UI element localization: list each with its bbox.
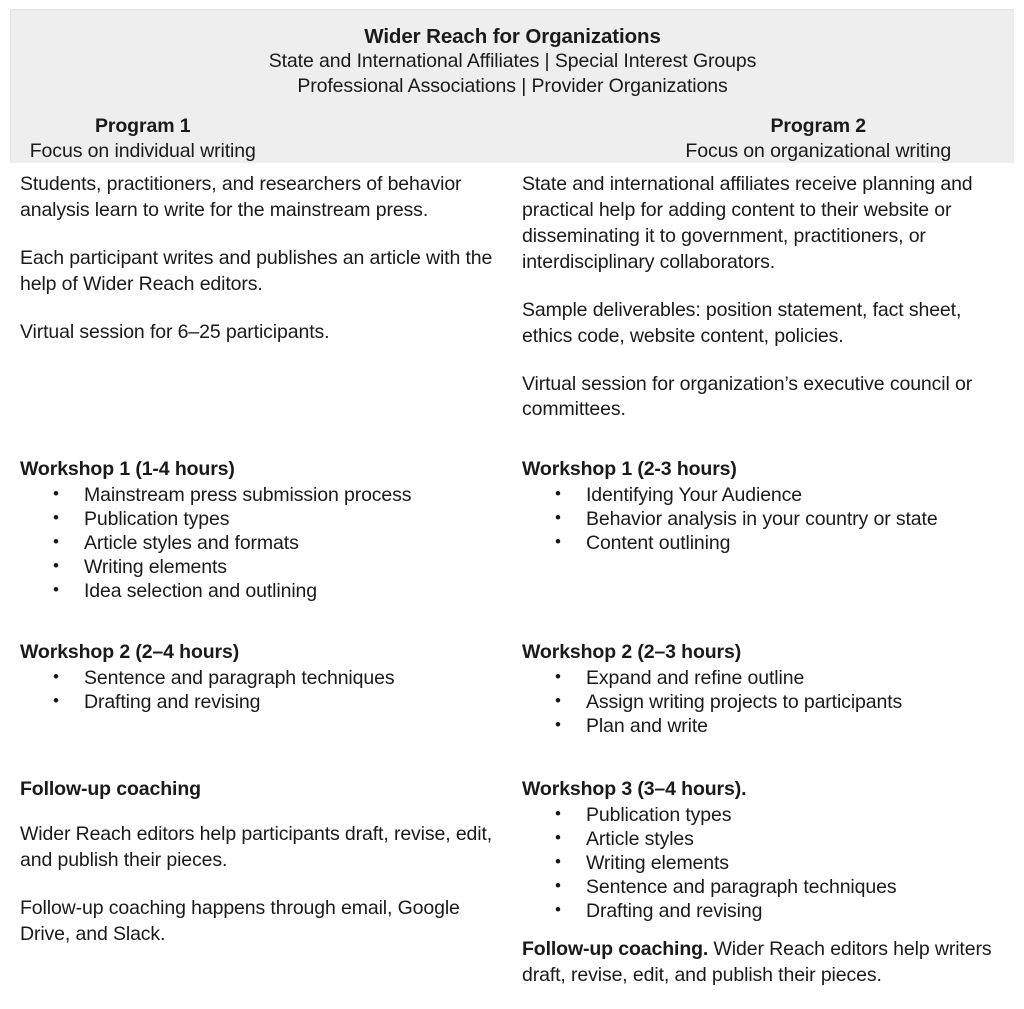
header-band (10, 9, 1014, 163)
paragraph: Each participant writes and publishes an article with the help of Wider Reach editors. (20, 246, 493, 295)
program-1-intro (20, 172, 500, 346)
list-item: • Sentence and paragraph techniques (522, 876, 1012, 900)
program-2-intro (522, 172, 1012, 423)
list-item: • Idea selection and outlining (20, 580, 500, 604)
program-1-focus: Focus on individual writing (29, 139, 256, 162)
list-item: • Article styles and formats (20, 532, 500, 556)
list-item: • Assign writing projects to participants (522, 691, 1012, 715)
workshop-title: Workshop 2 (2–4 hours) (20, 641, 240, 663)
workshop-item-list (20, 484, 500, 604)
program-1-workshop-2 (20, 640, 500, 715)
list-item: • Article styles (522, 828, 1012, 852)
workshop-item-list (522, 484, 1012, 556)
list-item: • Sentence and paragraph techniques (20, 667, 500, 691)
program-2-workshop-2 (522, 640, 1012, 739)
program-2-focus: Focus on organizational writing (685, 139, 952, 162)
program-1-workshop-1 (20, 457, 500, 604)
header-subtitle-line-2: Professional Associations | Provider Organizations (297, 75, 728, 98)
list-item: • Drafting and revising (522, 900, 1012, 924)
program-headings-row (11, 114, 1014, 164)
program-1-name: Program 1 (94, 115, 191, 137)
program-2-followup (522, 937, 1012, 989)
paragraph: Virtual session for organization’s executive council or committees. (522, 372, 973, 421)
program-2-workshop-1 (522, 457, 1012, 556)
program-heading-1 (11, 114, 513, 164)
workshop-title: Workshop 1 (1-4 hours) (20, 458, 235, 480)
workshop-title: Workshop 3 (3–4 hours). (522, 778, 747, 800)
paragraph: Sample deliverables: position statement, fact sheet, ethics code, website content, policies. (522, 298, 962, 347)
paragraph: Students, practitioners, and researchers of behavior analysis learn to write for the mainstream press. (20, 173, 462, 221)
list-item: • Expand and refine outline (522, 667, 1012, 691)
workshop-title: Workshop 2 (2–3 hours) (522, 641, 742, 663)
paragraph: Virtual session for 6–25 participants. (20, 320, 330, 343)
workshop-item-list (522, 804, 1012, 924)
workshop-title: Workshop 1 (2-3 hours) (522, 458, 737, 480)
list-item: • Mainstream press submission process (20, 484, 500, 508)
list-item: • Writing elements (522, 852, 1012, 876)
paragraph: Wider Reach editors help participants draft, revise, edit, and publish their pieces. (20, 822, 493, 871)
followup-paragraph (522, 937, 1012, 989)
list-item: • Content outlining (522, 532, 1012, 556)
paragraph: Follow-up coaching happens through email, Google Drive, and Slack. (20, 896, 460, 945)
page-title: Wider Reach for Organizations (364, 25, 661, 48)
followup-heading: Follow-up coaching (20, 778, 201, 800)
header-subtitle-line-1: State and International Affiliates | Special Interest Groups (268, 50, 757, 72)
list-item: • Writing elements (20, 556, 500, 580)
paragraph: State and international affiliates receive planning and practical help for adding content to their website or disseminating it to government, practitioners, or interdisciplinary collaborators. (522, 173, 973, 273)
program-heading-2 (513, 114, 1015, 164)
list-item: • Drafting and revising (20, 691, 500, 715)
workshop-item-list (522, 667, 1012, 739)
list-item: • Publication types (20, 508, 500, 532)
program-2-workshop-3 (522, 777, 1012, 924)
list-item: • Publication types (522, 804, 1012, 828)
list-item: • Plan and write (522, 715, 1012, 739)
workshop-item-list (20, 667, 500, 715)
program-1-followup (20, 777, 500, 948)
followup-text: Wider Reach editors help writers draft, revise, edit, and publish their pieces. (522, 938, 992, 986)
followup-lead: Follow-up coaching. (522, 938, 709, 960)
program-2-name: Program 2 (770, 115, 867, 137)
list-item: • Identifying Your Audience (522, 484, 1012, 508)
list-item: • Behavior analysis in your country or state (522, 508, 1012, 532)
